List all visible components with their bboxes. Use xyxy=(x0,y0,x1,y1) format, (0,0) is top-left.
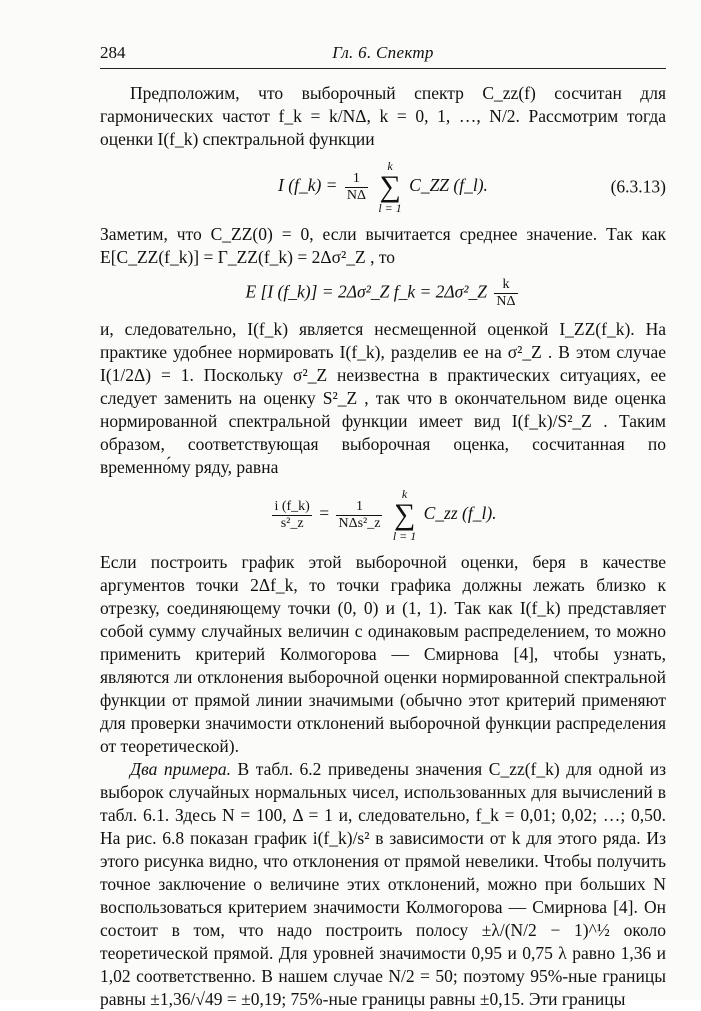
eq1-sum-top: k xyxy=(387,159,393,173)
eq3-frac1-num: i (f_k) xyxy=(274,498,310,514)
eq3-fraction-right xyxy=(336,499,382,532)
eq2-frac-num: k xyxy=(494,277,517,294)
paragraph-4: Если построить график этой выборочной оценки, беря в качестве аргументов точки 2Δf_k, то точки графика должны лежать близко к отрезку, соединяющему точки (0, 0) и (1, 1). Так как I(f_k) представляет собой сумму случайных величин с одинаковым распределением, то можно применить критерий Колмогорова — Смирнова [4], чтобы узнать, являются ли отклонения выборочной оценки нормированной спектральной функции от прямой линии значимыми (обычно этот критерий применяют для проверки значимости отклонений выборочной функции распределения от теоретической). xyxy=(100,552,666,756)
eq1-frac-num: 1 xyxy=(345,171,368,188)
paragraph-3: и, следовательно, I(f_k) является несмещенной оценкой I_ZZ(f_k). На практике удобнее нормировать I(f_k), разделив ее на σ²_Z . В этом случае I(1/2Δ) = 1. Поскольку σ²_Z неизвестна в практических ситуациях, ее следует заменить на оценку S²_Z , так что в окончательном виде оценка нормированной спектральной функции имеет вид I(f_k)/S²_Z . Таким образом, соответствующая выборочная оценка, сосчитанная по временно́му ряду, равна xyxy=(100,319,666,477)
eq3-fraction-left xyxy=(272,499,311,532)
eq1-frac-den: NΔ xyxy=(346,187,366,203)
eq3-sum-bottom: l = 1 xyxy=(392,529,417,543)
eq1-fraction xyxy=(345,171,368,204)
page-body xyxy=(100,82,666,1011)
eq2-expr: E [I (f_k)] = 2Δσ²_Z f_k = 2Δσ²_Z xyxy=(245,281,488,302)
paragraph-1: Предположим, что выборочный спектр C_zz(f) сосчитан для гармонических частот f_k = k/NΔ, k = 0, 1, …, N/2. Рассмотрим тогда оценки I(f_k) спектральной функции xyxy=(100,83,666,149)
eq3-frac2-den: NΔs²_z xyxy=(338,515,381,531)
page-number: 284 xyxy=(100,43,126,62)
equation-expectation xyxy=(100,277,666,310)
eq3-frac1-den: s²_z xyxy=(280,515,304,531)
eq2-fraction xyxy=(494,277,517,310)
equation-normalized-estimate xyxy=(100,487,666,543)
eq2-frac-den: NΔ xyxy=(496,294,516,309)
eq3-sum: k ∑ l = 1 xyxy=(392,487,417,543)
eq3-rhs: C_zz (f_l). xyxy=(423,503,497,524)
equation-number: (6.3.13) xyxy=(610,176,666,197)
eq1-sum-bottom: l = 1 xyxy=(378,201,402,215)
eq3-frac2-num: 1 xyxy=(336,499,382,516)
paragraph-2: Заметим, что C_ZZ(0) = 0, если вычитается среднее значение. Так как E[C_ZZ(f_k)] = Γ_ZZ(f_k) = 2Δσ²_Z , то xyxy=(100,224,666,267)
header-rule xyxy=(100,68,666,69)
paragraph-5 xyxy=(100,758,666,1011)
eq1-lhs: I (f_k) = xyxy=(278,175,338,196)
paragraph-5-text: В табл. 6.2 приведены значения C_zz(f_k) для одной из выборок случайных нормальных чисел, использованных для вычислений в табл. 6.1. Здесь N = 100, Δ = 1 и, следовательно, f_k = 0,01; 0,02; …; 0,50. На рис. 6.8 показан график i(f_k)/s² в зависимости от k для этого ряда. Из этого рисунка видно, что отклонения от прямой невелики. Чтобы получить точное заключение о величине этих отклонений, можно при больших N воспользоваться критерием значимости Колмогорова — Смирнова [4]. Он состоит в том, что надо построить полосу ±λ/(N/2 − 1)^½ около теоретической прямой. Для уровней значимости 0,95 и 0,75 λ равно 1,36 и 1,02 соответственно. В нашем случае N/2 = 50; поэтому 95%-ные границы равны ±1,36/√49 = ±0,19; 75%-ные границы равны ±0,15. Эти границы xyxy=(100,759,666,1009)
paragraph-5-lead: Два примера. xyxy=(130,759,231,779)
eq1-sum: k ∑ l = 1 xyxy=(378,159,402,215)
page-header xyxy=(100,43,666,67)
equation-6-3-13 xyxy=(100,159,666,215)
eq1-rhs: C_ZZ (f_l). xyxy=(409,175,488,196)
eq3-sum-top: k xyxy=(401,487,408,501)
eq3-equals: = xyxy=(319,503,330,524)
running-head: Гл. 6. Спектр xyxy=(332,43,434,62)
